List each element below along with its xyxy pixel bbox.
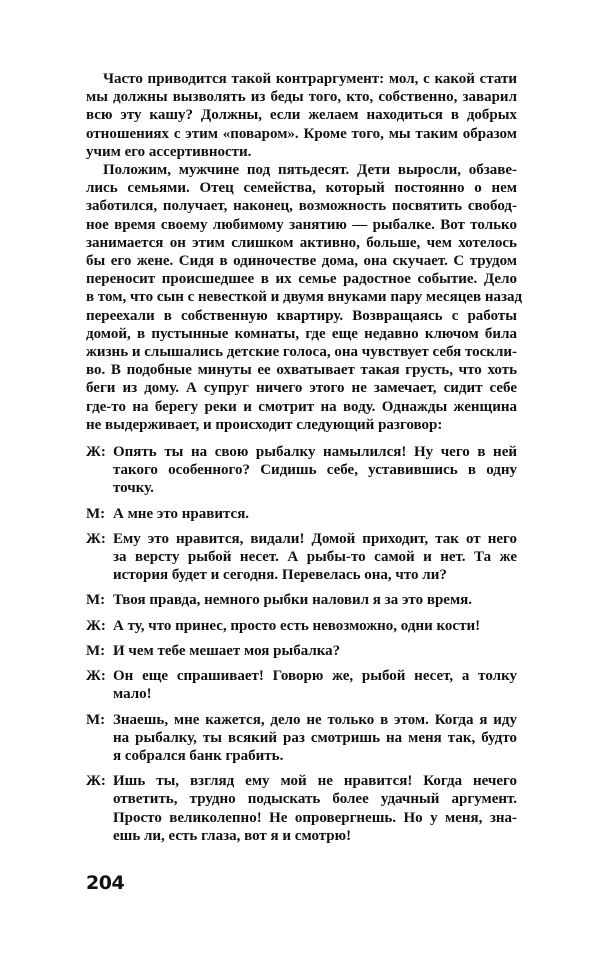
page-number: 204: [86, 872, 125, 894]
text-line: где-то на берегу реки и смотрит на воду. Однажды женщина: [86, 398, 517, 415]
utterance: [113, 772, 517, 845]
text-line: Просто великолепно! Не опровергнешь. Но у меня, зна-: [113, 809, 517, 826]
text-line: на рыбалку, ты всякий раз смотришь на меня так, будто: [113, 729, 517, 746]
text-line: А мне это нравится.: [113, 505, 250, 522]
text-line: занимается он этим слишком активно, больше, чем хотелось: [86, 234, 517, 251]
text-line: бы его жене. Сидя в одиночестве дома, она скучает. С трудом: [86, 253, 517, 270]
text-line: точку.: [113, 480, 154, 497]
text-line: я собрался банк грабить.: [113, 747, 284, 764]
speaker-label: М:: [86, 505, 106, 522]
text-line: в том, что сын с невесткой и двумя внуками пару месяцев назад: [86, 289, 523, 306]
utterance: [113, 505, 517, 523]
utterance: [113, 591, 517, 609]
text-line: учим его ассертивности.: [86, 143, 252, 160]
text-line: мы должны вызволять из беды того, кто, собственно, заварил: [86, 89, 517, 106]
text-line: Часто приводится такой контраргумент: мол, с какой стати: [103, 71, 517, 87]
text-line: Ишь ты, взгляд ему мой не нравится! Когда нечего: [113, 773, 517, 790]
text-line: ответить, трудно подыскать более удачный аргумент.: [113, 791, 517, 808]
speaker-label: Ж:: [86, 617, 106, 634]
utterance: [113, 443, 517, 498]
dialogue-line: [86, 667, 517, 703]
text-line: Он еще спрашивает! Говорю же, рыбой несет, а толку: [113, 668, 517, 685]
text-line: такого особенного? Сидишь себе, уставившись в одну: [113, 462, 517, 479]
text-line: за версту рыбой несет. А рыбы-то самой и нет. Та же: [113, 549, 517, 566]
utterance: [113, 642, 517, 660]
dialogue-line: [86, 505, 517, 523]
paragraph: [86, 161, 523, 434]
paragraph: [86, 70, 517, 161]
text-line: не выдерживает, и происходит следующий разговор:: [86, 416, 443, 433]
page-body: [86, 70, 523, 845]
text-line: лись семьями. Отец семейства, который постоянно о нем: [86, 180, 517, 197]
dialogue-line: [86, 711, 517, 766]
dialogue-line: [86, 530, 517, 585]
text-line: Знаешь, мне кажется, дело не только в этом. Когда я иду: [113, 711, 517, 728]
text-line: беги из дому. А супруг ничего этого не замечает, сидит себе: [86, 380, 517, 397]
speaker-label: Ж:: [86, 668, 106, 685]
text-line: ное время своему любимому занятию — рыбалке. Вот только: [86, 216, 517, 233]
utterance: [113, 530, 517, 585]
text-line: Ему это нравится, видали! Домой приходит, так от него: [113, 530, 517, 547]
text-line: домой, в пустынные комнаты, где еще недавно ключом била: [86, 325, 517, 342]
dialogue-line: [86, 591, 517, 609]
speaker-label: М:: [86, 642, 106, 659]
text-line: мало!: [113, 686, 152, 703]
utterance: [113, 711, 517, 766]
dialogue-line: [86, 617, 517, 635]
text-line: Твоя правда, немного рыбки наловил я за это время.: [113, 592, 473, 609]
dialogue-line: [86, 642, 517, 660]
utterance: [113, 617, 517, 635]
text-line: отношениях с этим «поваром». Кроме того, мы таким образом: [86, 125, 517, 142]
utterance: [113, 667, 517, 703]
text-line: заботился, получает, наконец, возможность посвятить свобод-: [86, 198, 517, 215]
speaker-label: Ж:: [86, 530, 106, 547]
text-line: переносит происшедшее в их семье радостное событие. Дело: [86, 271, 517, 288]
dialogue-line: [86, 772, 517, 845]
speaker-label: М:: [86, 711, 106, 728]
dialogue-line: [86, 443, 517, 498]
speaker-label: М:: [86, 592, 106, 609]
text-line: Положим, мужчине под пятьдесят. Дети выросли, обзаве-: [103, 162, 517, 179]
text-line: Опять ты на свою рыбалку намылился! Ну чего в ней: [113, 444, 517, 461]
speaker-label: Ж:: [86, 444, 106, 461]
text-line: во. В подобные минуты ее охватывает такая грусть, что хоть: [86, 362, 517, 379]
text-line: жизнь и слышались детские голоса, она чувствует себя тоскли-: [86, 344, 517, 361]
text-line: переехали в собственную квартиру. Возвращаясь с работы: [86, 307, 517, 324]
text-line: ешь ли, есть глаза, вот я и смотрю!: [113, 827, 352, 844]
speaker-label: Ж:: [86, 773, 106, 790]
text-line: А ту, что принес, просто есть невозможно, одни кости!: [113, 617, 481, 634]
text-line: история будет и сегодня. Перевелась она, что ли?: [113, 567, 447, 584]
text-line: И чем тебе мешает моя рыбалка?: [113, 642, 341, 659]
text-line: всю эту кашу? Должны, если желаем находиться в добрых: [86, 107, 517, 124]
